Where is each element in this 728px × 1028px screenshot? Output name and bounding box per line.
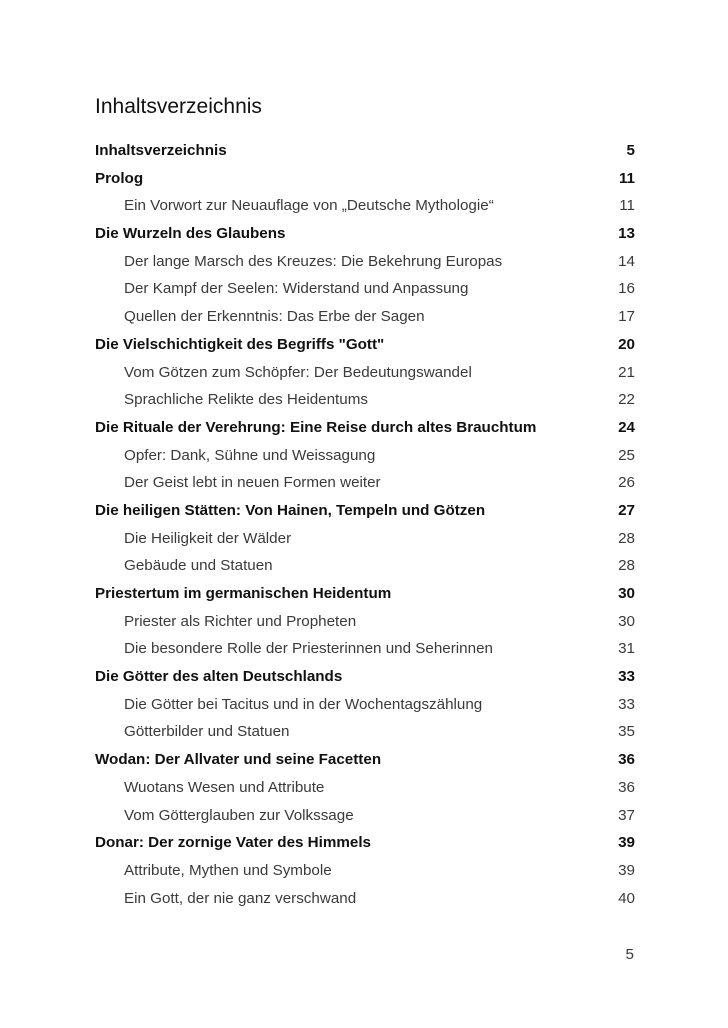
- toc-entry-page: 11: [618, 169, 635, 187]
- toc-entry-title: Der lange Marsch des Kreuzes: Die Bekehrung Europas: [124, 252, 503, 270]
- toc-entry-page: 36: [618, 751, 635, 769]
- toc-heading: Inhaltsverzeichnis: [95, 95, 262, 118]
- toc-entry[interactable]: [95, 497, 635, 525]
- toc-entry[interactable]: [95, 386, 635, 414]
- toc-entry[interactable]: [95, 414, 635, 442]
- toc-entry-title: Priester als Richter und Propheten: [124, 612, 357, 630]
- toc-entry[interactable]: [95, 635, 635, 663]
- toc-entry[interactable]: [95, 525, 635, 553]
- toc-entry-title: Die besondere Rolle der Priesterinnen und Seherinnen: [124, 640, 493, 658]
- toc-entry-page: 31: [618, 640, 635, 658]
- toc-entry-title: Sprachliche Relikte des Heidentums: [124, 391, 368, 409]
- toc-entry[interactable]: [95, 857, 635, 885]
- toc-entry[interactable]: [95, 552, 635, 580]
- toc-entry-title: Götterbilder und Statuen: [124, 723, 290, 741]
- toc-entry-page: 30: [618, 612, 635, 630]
- toc-entry-page: 28: [618, 557, 635, 575]
- toc-entry-page: 36: [618, 778, 635, 796]
- toc-entry-title: Die heiligen Stätten: Von Hainen, Tempeln und Götzen: [95, 501, 486, 519]
- toc-entry-title: Gebäude und Statuen: [124, 557, 273, 575]
- toc-entry-page: 37: [618, 806, 635, 824]
- toc-entry[interactable]: [95, 248, 635, 276]
- toc-entry[interactable]: [95, 192, 635, 220]
- toc-entry-title: Die Vielschichtigkeit des Begriffs "Gott": [95, 335, 385, 353]
- toc-entry-title: Wuotans Wesen und Attribute: [124, 778, 325, 796]
- toc-entry-title: Die Götter bei Tacitus und in der Wochentagszählung: [124, 695, 483, 713]
- toc-entry[interactable]: [95, 608, 635, 636]
- toc-entry-title: Vom Götzen zum Schöpfer: Der Bedeutungswandel: [124, 363, 472, 381]
- toc-entry[interactable]: [95, 303, 635, 331]
- toc-entry-title: Der Kampf der Seelen: Widerstand und Anpassung: [124, 280, 469, 298]
- toc-entry-title: Die Heiligkeit der Wälder: [124, 529, 292, 547]
- toc-entry[interactable]: [95, 442, 635, 470]
- toc-entry[interactable]: [95, 331, 635, 359]
- toc-entry[interactable]: [95, 359, 635, 387]
- toc-entry-title: Ein Vorwort zur Neuauflage von „Deutsche Mythologie“: [124, 197, 494, 215]
- toc-entry[interactable]: [95, 165, 635, 193]
- toc-entry-page: 20: [618, 335, 635, 353]
- toc-entry[interactable]: [95, 885, 635, 913]
- toc-entry-page: 30: [618, 585, 635, 602]
- toc-entry[interactable]: [95, 746, 635, 774]
- toc-entry-page: 11: [619, 197, 635, 215]
- toc-entry-title: Priestertum im germanischen Heidentum: [95, 585, 392, 602]
- toc-entry-page: 24: [618, 418, 635, 436]
- toc-entry[interactable]: [95, 137, 635, 165]
- toc-entry-title: Donar: Der zornige Vater des Himmels: [95, 834, 371, 852]
- toc-entry-title: Opfer: Dank, Sühne und Weissagung: [124, 446, 376, 464]
- toc-entry-title: Wodan: Der Allvater und seine Facetten: [95, 751, 382, 769]
- toc-entry-page: 26: [618, 474, 635, 492]
- toc-entry-page: 5: [626, 142, 635, 159]
- toc-entry[interactable]: [95, 275, 635, 303]
- toc-entry[interactable]: [95, 663, 635, 691]
- toc-entry[interactable]: [95, 774, 635, 802]
- toc-entry-title: Quellen der Erkenntnis: Das Erbe der Sagen: [124, 308, 425, 326]
- toc-entry-page: 25: [618, 446, 635, 464]
- toc-entry-title: Vom Götterglauben zur Volkssage: [124, 806, 354, 824]
- toc-entry[interactable]: [95, 469, 635, 497]
- toc-entry-page: 35: [618, 723, 635, 741]
- toc-entry-page: 40: [618, 889, 635, 907]
- toc-entry-page: 33: [618, 668, 635, 686]
- toc-entry[interactable]: [95, 829, 635, 857]
- toc-entry-page: 22: [618, 391, 635, 409]
- toc-entry-page: 21: [618, 363, 635, 381]
- toc-entry[interactable]: [95, 802, 635, 830]
- toc-entry[interactable]: [95, 220, 635, 248]
- toc-entry[interactable]: [95, 580, 635, 608]
- toc-entry-page: 16: [618, 280, 635, 298]
- toc-entry[interactable]: [95, 718, 635, 746]
- toc-entry-title: Attribute, Mythen und Symbole: [124, 861, 332, 879]
- toc-entry[interactable]: [95, 691, 635, 719]
- toc-entry-page: 27: [618, 501, 635, 519]
- table-of-contents: [95, 137, 635, 912]
- toc-entry-title: Prolog: [95, 169, 144, 187]
- toc-entry-title: Ein Gott, der nie ganz verschwand: [124, 889, 357, 907]
- toc-entry-page: 33: [618, 695, 635, 713]
- toc-entry-page: 14: [618, 252, 635, 270]
- toc-entry-title: Die Wurzeln des Glaubens: [95, 225, 286, 243]
- toc-entry-title: Der Geist lebt in neuen Formen weiter: [124, 474, 381, 492]
- toc-entry-title: Die Rituale der Verehrung: Eine Reise durch altes Brauchtum: [95, 418, 537, 436]
- toc-entry-page: 28: [618, 529, 635, 547]
- page-number: 5: [625, 946, 634, 963]
- toc-entry-title: Die Götter des alten Deutschlands: [95, 668, 343, 686]
- toc-entry-page: 13: [618, 225, 635, 243]
- toc-entry-page: 39: [618, 834, 635, 852]
- toc-entry-page: 17: [618, 308, 635, 326]
- toc-entry-page: 39: [618, 861, 635, 879]
- toc-entry-title: Inhaltsverzeichnis: [95, 142, 227, 159]
